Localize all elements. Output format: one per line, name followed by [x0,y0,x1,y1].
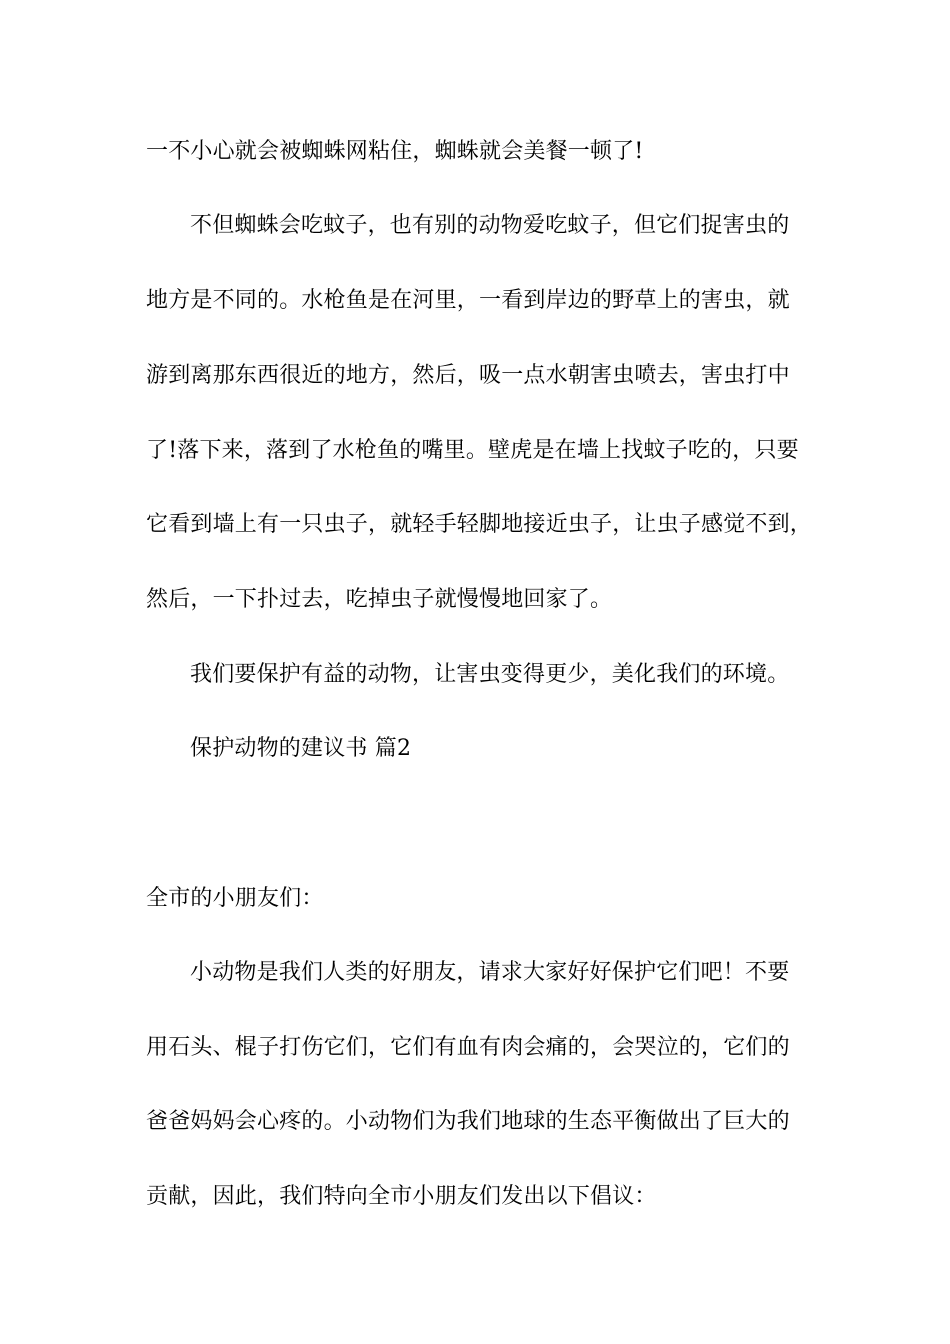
salutation: 全市的小朋友们： [146,886,324,911]
section-heading: 保护动物的建议书 篇2 [190,736,412,761]
paragraph-line: 一不小心就会被蜘蛛网粘住，蜘蛛就会美餐一顿了! [146,139,644,164]
paragraph-line: 游到离那东西很近的地方，然后，吸一点水朝害虫喷去，害虫打中 [146,363,790,388]
paragraph-line: 小动物是我们人类的好朋友，请求大家好好保护它们吧！不要 [190,960,790,985]
paragraph-line: 然后，一下扑过去，吃掉虫子就慢慢地回家了。 [146,587,613,612]
paragraph-line: 贡献，因此，我们特向全市小朋友们发出以下倡议： [146,1184,657,1209]
paragraph-line: 它看到墙上有一只虫子，就轻手轻脚地接近虫子，让虫子感觉不到， [146,512,813,537]
paragraph-line: 了!落下来，落到了水枪鱼的嘴里。壁虎是在墙上找蚊子吃的，只要 [146,438,799,463]
paragraph-line: 我们要保护有益的动物，让害虫变得更少，美化我们的环境。 [190,662,790,687]
paragraph-line: 爸爸妈妈会心疼的。小动物们为我们地球的生态平衡做出了巨大的 [146,1109,790,1134]
paragraph-line: 用石头、棍子打伤它们，它们有血有肉会痛的，会哭泣的，它们的 [146,1035,790,1060]
paragraph-line: 地方是不同的。水枪鱼是在河里，一看到岸边的野草上的害虫，就 [146,288,790,313]
paragraph-line: 不但蜘蛛会吃蚊子，也有别的动物爱吃蚊子，但它们捉害虫的 [190,213,790,238]
